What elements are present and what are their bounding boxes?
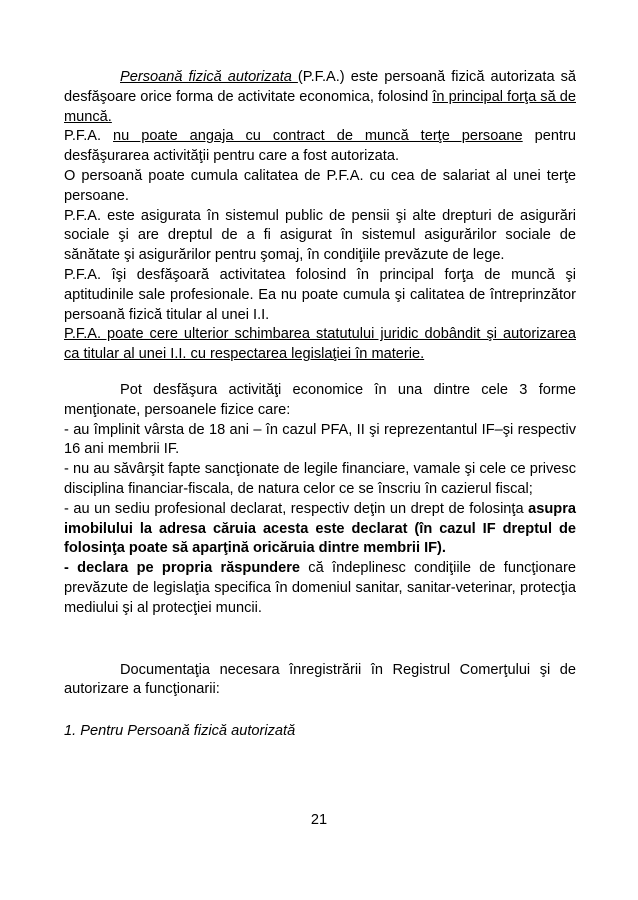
eligibility-intro-paragraph: Pot desfăşura activităţi economice în una dintre cele 3 forme menţionate, persoanele fizice care: [64, 381, 576, 418]
pfa-no-employees-rest: pentru desfăşurarea activităţii pentru care a fost autorizata. [64, 128, 577, 165]
pfa-status-change-paragraph: P.F.A. poate cere ulterior schimbarea statutului juridic dobândit şi autorizarea ca titular al unei I.I. cu respectarea legislaţiei în materie. [64, 326, 576, 363]
eligibility-item-headquarters [64, 500, 576, 559]
headquarters-bold-text: asupra imobilului la adresa căruia acesta este declarat (în cazul IF dreptul de folosinţa poate să aparţină oricăruia dintre membrii IF). [64, 500, 576, 557]
pfa-term: Persoană fizică autorizata [120, 69, 298, 85]
headquarters-text: - au un sediu profesional declarat, respectiv deţin un drept de folosinţa [64, 500, 529, 517]
eligibility-item-age: - au împlinit vârsta de 18 ani – în cazul PFA, II şi reprezentantul IF–şi respectiv 16 ani membrii IF. [64, 421, 576, 458]
pfa-no-employees-paragraph [64, 127, 576, 167]
document-page [64, 68, 576, 742]
eligibility-item-declaration [64, 559, 576, 618]
declaration-text: că îndeplinesc condiţiile de funcţionare prevăzute de legislaţia specifica în domeniul sanitar, sanitar-veterinar, protecţia mediului şi al protecţiei muncii. [64, 560, 577, 616]
pfa-insurance-paragraph: P.F.A. este asigurata în sistemul public de pensii şi alte drepturi de asigurări sociale şi are dreptul de a fi asigurat în sistemul asigurărilor sociale de sănătate şi asigurărilor pentru şomaj, în condiţiile prevăzute de lege. [64, 207, 576, 264]
declaration-bold-text: - declara pe propria răspundere [64, 560, 300, 577]
pfa-no-employees-lead: P.F.A. [64, 128, 114, 145]
pfa-definition-text: (P.F.A.) este persoană fizică autorizata să desfăşoare orice forma de activitate economica, folosind [64, 69, 576, 105]
pfa-documentation-heading: 1. Pentru Persoană fizică autorizată [64, 723, 296, 740]
page-number: 21 [310, 812, 328, 828]
pfa-activity-paragraph: P.F.A. îşi desfăşoară activitatea folosind în principal forţa de muncă şi aptitudinile sale profesionale. Ea nu poate cumula şi calitatea de întreprinzător persoană fizică titular al unei I.I. [64, 266, 576, 323]
documentation-intro-paragraph: Documentaţia necesara înregistrării în Registrul Comerţului şi de autorizare a funcţionarii: [64, 661, 576, 698]
spacer [64, 700, 576, 722]
spacer [64, 619, 576, 661]
pfa-work-force-underlined: în principal forţa să de muncă. [64, 88, 576, 125]
pfa-cumulate-paragraph: O persoană poate cumula calitatea de P.F.A. cu cea de salariat al unei terţe persoane. [64, 167, 576, 204]
pfa-definition-paragraph [64, 68, 576, 127]
spacer [64, 365, 576, 381]
eligibility-item-no-offences: - nu au săvârşit fapte sancţionate de legile financiare, vamale şi cele ce privesc disciplina financiar-fiscala, de natura celor ce se înscriu în cazierul fiscal; [64, 461, 576, 497]
pfa-no-employees-underlined: nu poate angaja cu contract de muncă terţe persoane [113, 128, 523, 145]
